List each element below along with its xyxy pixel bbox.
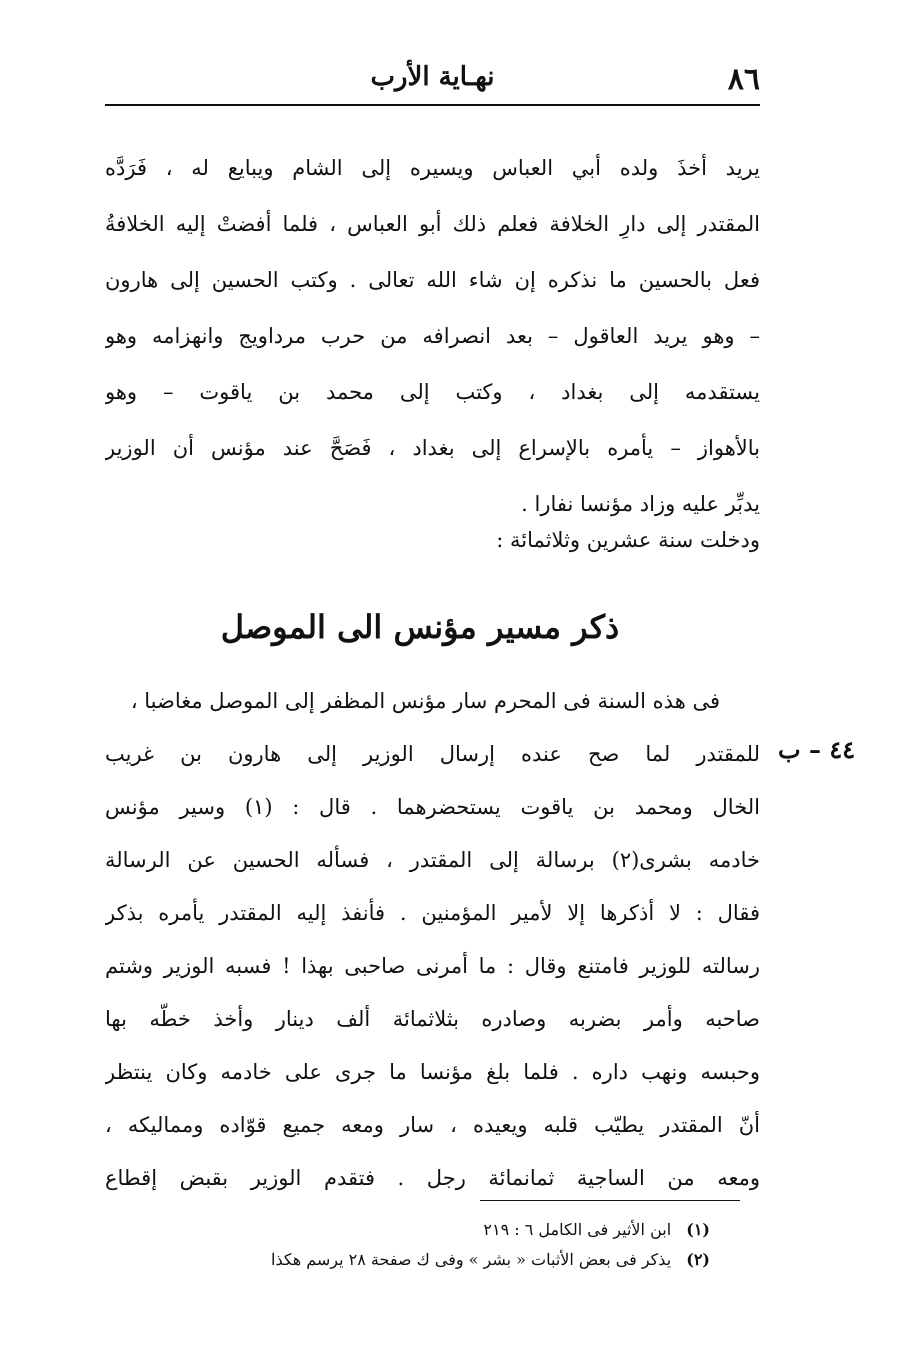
text-line: فقال : لا أذكرها إلا لأمير المؤمنين . فأنفذ إليه المقتدر يأمره بذكر: [105, 901, 760, 925]
footnote-text: ابن الأثير فى الكامل ٦ : ٢١٩: [483, 1220, 672, 1239]
section-heading: ذكر مسير مؤنس الى الموصل: [220, 608, 620, 646]
footnote-2: [250, 1245, 710, 1275]
text-line: الخال ومحمد بن ياقوت يستحضرهما . قال : (١) وسير مؤنس: [105, 795, 760, 819]
text-line: المقتدر إلى دارِ الخلافة فعلم ذلك أبو العباس ، فلما أفضتْ إليه الخلافةُ: [105, 212, 760, 236]
paragraph-2: [105, 675, 760, 1205]
paragraph-1: [105, 140, 760, 532]
page-header: [105, 62, 760, 102]
text-line: وحبسه ونهب داره . فلما بلغ مؤنسا ما جرى على خادمه وكان ينتظر: [105, 1060, 760, 1084]
text-line: خادمه بشرى(٢) برسالة إلى المقتدر ، فسأله الحسين عن الرسالة: [105, 848, 760, 872]
footnote-rule: [480, 1200, 740, 1201]
text-line: بالأهواز – يأمره بالإسراع إلى بغداد ، فَصَحَّ عند مؤنس أن الوزير: [105, 436, 760, 460]
footnotes: [250, 1215, 710, 1275]
text-line: – وهو يريد العاقول – بعد انصرافه من حرب مرداويج وانهزامه وهو: [105, 324, 760, 348]
text-line: للمقتدر لما صح عنده إرسال الوزير إلى هارون بن غريب: [105, 742, 760, 766]
header-rule: [105, 104, 760, 106]
manuscript-folio-note: ٤٤ – ب: [778, 735, 856, 764]
text-line: فعل بالحسين ما نذكره إن شاء الله تعالى . وكتب الحسين إلى هارون: [105, 268, 760, 292]
text-line: يريد أخذَ ولده أبي العباس ويسيره إلى الشام ويبايع له ، فَرَدَّه: [105, 156, 760, 180]
footnote-1: [250, 1215, 710, 1245]
footnote-mark: (٢): [686, 1250, 710, 1269]
footnote-mark: (١): [686, 1220, 710, 1239]
new-year-line: ودخلت سنة عشرين وثلاثمائة :: [496, 528, 760, 552]
text-line: يستقدمه إلى بغداد ، وكتب إلى محمد بن ياقوت – وهو: [105, 380, 760, 404]
text-line: فى هذه السنة فى المحرم سار مؤنس المظفر إلى الموصل مغاضبا ،: [130, 689, 720, 713]
text-line: أنّ المقتدر يطيّب قلبه ويعيده ، سار ومعه جميع قوّاده ومماليكه ،: [105, 1113, 760, 1137]
text-line: ومعه من الساجية ثمانمائة رجل . فتقدم الوزير بقبض إقطاع: [105, 1166, 760, 1190]
page-number: ٨٦: [727, 62, 760, 97]
footnote-text: يذكر فى بعض الأثبات « بشر » وفى ك صفحة ٢٨ يرسم هكذا: [271, 1250, 672, 1269]
running-title: نهـاية الأرب: [370, 62, 495, 92]
text-line: صاحبه وأمر بضربه وصادره بثلاثمائة ألف دينار وأخذ خطّه بها: [105, 1007, 760, 1031]
text-line: رسالته للوزير فامتنع وقال : ما أمرنى صاحبى بهذا ! فسبه الوزير وشتم: [105, 954, 760, 978]
text-line: يدبِّر عليه وزاد مؤنسا نفارا .: [521, 492, 760, 516]
